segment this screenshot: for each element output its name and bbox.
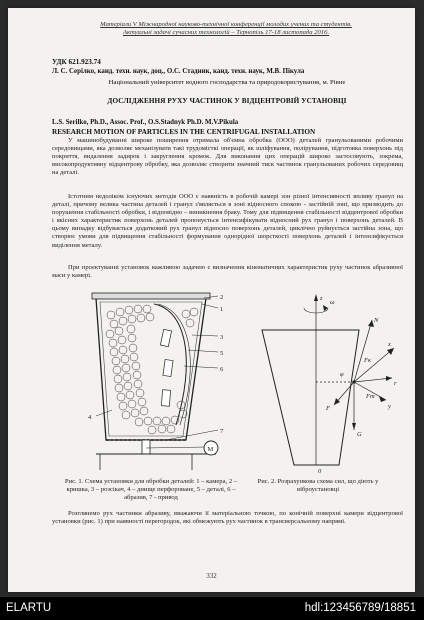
document-page bbox=[8, 8, 415, 592]
affiliation: Національний університет водного господарства та природокористування, м. Рівне bbox=[108, 79, 346, 86]
fig1-label-7: 7 bbox=[220, 428, 224, 435]
page-number: 332 bbox=[206, 572, 217, 580]
paragraph-drawback: Істотним недоліком існуючих методів ООО є наявність в робочій камері зон різної інтенсивності впливу гранул на деталі, причому велика частина деталей і гранул з'являється в зоні відносного спокою - застійній зоні, що призводить до порушення стабільності обробки, і відповідно – виникнення браку. Тому для підвищення стабільності відцентрової обробки і якісних характеристик поверхонь деталей пропонується інтенсифікувати відносний рух гранул і поверхонь деталей. В цьому випадку відбувається додатковий рух гранул відносно поверхонь деталей, циклічно руйнується застійна зона, що створює умови для підвищення стабільності формування однорідної шорсткості поверхонь деталей і інтенсифікується виділення металу. bbox=[52, 193, 403, 249]
fig2-label-phi: φ bbox=[340, 371, 344, 378]
udc-code: УДК 621.923.74 bbox=[52, 58, 101, 66]
header-line-1: Матеріали V Міжнародної науково-технічної конференції молодих учених та студентів. bbox=[100, 21, 352, 28]
fig1-label-1: 1 bbox=[220, 306, 224, 313]
motor-label: M bbox=[207, 446, 214, 453]
title-english: RESEARCH MOTION OF PARTICLES IN THE CENTRIFUGAL INSTALLATION bbox=[52, 128, 316, 136]
paragraph-intro: У машинобудуванні широке поширення отримала об'ємна обробка (ООО) деталей гранульованими робочими середовищами, яка дозволяє механізувати такі трудомісткі операції, як шліфування, полірування, підготовка поверхонь під покриття, видалення задирок і закруглення кромок. Для виконання цих операцій широко застосовують, зокрема, високопродуктивну відцентрову обробку, яка дозволяє створити значний тиск частинок гранульованих робочих середовищ на деталі. bbox=[52, 137, 403, 177]
fig2-label-z: z bbox=[320, 295, 323, 302]
force-diagram-drawing bbox=[254, 290, 404, 475]
fig2-label-ft: Fт bbox=[366, 393, 375, 400]
fig2-label-omega: ω bbox=[330, 299, 335, 306]
figure-2-force-diagram bbox=[254, 290, 404, 475]
fig1-label-5: 5 bbox=[220, 350, 224, 357]
fig2-label-f: F bbox=[326, 405, 330, 412]
header-line-2: Актуальні задачі сучасних технологій – Тернопіль 17-18 листопада 2016. bbox=[122, 29, 330, 36]
conference-header bbox=[46, 21, 406, 37]
fig2-label-r: r bbox=[394, 380, 397, 387]
title-ukrainian: ДОСЛІДЖЕННЯ РУХУ ЧАСТИНОК У ВІДЦЕНТРОВІЙ УСТАНОВЦІ bbox=[107, 97, 347, 105]
fig2-label-origin: 0 bbox=[318, 468, 322, 475]
handle-link[interactable]: hdl:123456789/18851 bbox=[304, 602, 416, 614]
fig2-label-x: x bbox=[388, 341, 391, 348]
repository-footer bbox=[0, 597, 424, 620]
repository-name[interactable]: ELARTU bbox=[6, 602, 52, 614]
fig2-label-g: G bbox=[357, 431, 362, 438]
fig1-label-6: 6 bbox=[220, 366, 224, 373]
figure-2-caption: Рис. 2. Розрахункова схема сил, що діють у віброустановці bbox=[257, 478, 379, 493]
fig2-label-fk: Fк bbox=[364, 357, 372, 364]
fig1-label-4: 4 bbox=[88, 414, 92, 421]
installation-drawing bbox=[66, 290, 236, 475]
fig2-label-n: N bbox=[374, 317, 379, 324]
paragraph-design-task: При проектуванні установок важливою задачею є визначення кінематичних характеристик руху частинок абразивної маси у камері. bbox=[52, 264, 403, 280]
authors-english: L.S. Serilko, Ph.D., Assoc. Prof., O.S.Stadnyk Ph.D. M.V.Pikula bbox=[52, 119, 239, 126]
fig1-label-2: 2 bbox=[220, 294, 224, 301]
fig1-label-3: 3 bbox=[220, 334, 224, 341]
figure-1-installation-diagram bbox=[66, 290, 236, 475]
paragraph-particle-motion: Розглянемо рух частинки абразиву, вважаючи її матеріальною точкою, по конічній поверхні камери відцентрової установки (рис. 1) при наявності перегородок, які обмежують рух частинок в трансверсальному напрямі. bbox=[52, 510, 403, 526]
fig2-label-y: y bbox=[388, 403, 391, 410]
figure-1-caption: Рис. 1. Схема установки для обробки деталей: 1 – камера, 2 – кришка, 3 – розсікач, 4 – днище перфороване, 5 – деталі, 6 – абразив, 7 - привод bbox=[64, 478, 238, 501]
authors-ukrainian: Л. С. Серілко, канд. техн. наук, доц., О.С. Стадник, канд. техн. наук, М.В. Пікула bbox=[52, 68, 305, 75]
